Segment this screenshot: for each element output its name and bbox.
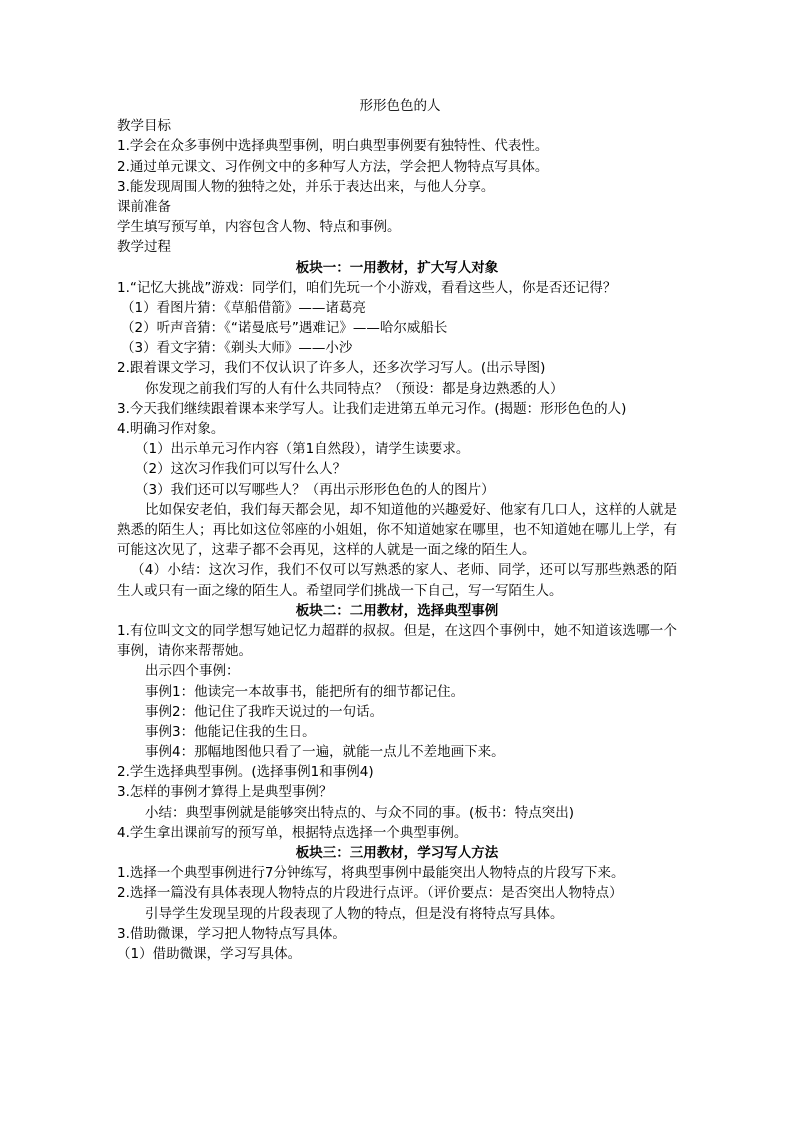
block1-item: （1）看图片猜：《草船借箭》——诸葛亮 — [121, 299, 366, 316]
heading-goals: 教学目标 — [117, 118, 171, 135]
block3-heading: 板块三：三用教材，学习写人方法 — [295, 845, 499, 861]
goal-3: 3.能发现周围人物的独特之处，并乐于表达出来，与他人分享。 — [117, 178, 495, 195]
block1-item: （3）看文字猜：《剃头大师》——小沙 — [121, 340, 353, 357]
preparation-text: 学生填写预写单，内容包含人物、特点和事例。 — [117, 219, 401, 236]
block2-item: 4.学生拿出课前写的预写单，根据特点选择一个典型事例。 — [117, 824, 468, 841]
block3-item: 2.选择一篇没有具体表现人物特点的片段进行点评。（评价要点：是否突出人物特点） — [117, 885, 623, 902]
block3-item: 引导学生发现呈现的片段表现了人物的特点，但是没有将特点写具体。 — [145, 905, 564, 922]
block1-item: 4.明确习作对象。 — [117, 421, 225, 437]
block2-example: 事例4：那幅地图他只看了一遍，就能一点儿不差地画下来。 — [145, 744, 505, 761]
document-body — [117, 96, 677, 964]
block2-item: 2.学生选择典型事例。(选择事例1和事例4) — [117, 764, 374, 781]
block2-item: 出示四个事例： — [145, 663, 240, 680]
block1-item: 1.“记忆大挑战”游戏：同学们，咱们先玩一个小游戏，看看这些人，你是否还记得？ — [117, 279, 617, 296]
block2-example: 事例3：他能记住我的生日。 — [145, 723, 316, 740]
block2-example: 事例1：他读完一本故事书，能把所有的细节都记住。 — [145, 683, 465, 700]
heading-process: 教学过程 — [117, 239, 171, 256]
block3-item: 1.选择一个典型事例进行7分钟练写，将典型事例中最能突出人物特点的片段写下来。 — [117, 865, 625, 882]
block1-item: （1）出示单元习作内容（第1自然段），请学生读要求。 — [135, 441, 470, 458]
block1-paragraph: 比如保安老伯，我们每天都会见，却不知道他的兴趣爱好、他家有几口人，这样的人就是熟悉的陌生人；再比如这位邻座的小姐姐，你不知道她家在哪里，也不知道她在哪儿上学，有可能这次见了，这辈子都不会再见，这样的人就是一面之缘的陌生人。 — [117, 501, 677, 559]
block3-item: 3.借助微课，学习把人物特点写具体。 — [117, 925, 346, 942]
block1-summary: （4）小结：这次习作，我们不仅可以写熟悉的家人、老师、同学，还可以写那些熟悉的陌生人或只有一面之缘的陌生人。希望同学们挑战一下自己，写一写陌生人。 — [117, 562, 677, 599]
block1-item: （2）这次习作我们可以写什么人？ — [135, 461, 347, 478]
document-title: 形形色色的人 — [359, 98, 441, 114]
heading-preparation: 课前准备 — [117, 198, 171, 215]
block2-item: 3.怎样的事例才算得上是典型事例？ — [117, 784, 333, 801]
goal-1: 1.学会在众多事例中选择典型事例，明白典型事例要有独特性、代表性。 — [117, 138, 549, 155]
block1-item: （2）听声音猜：《“诺曼底号”遇难记》——哈尔威船长 — [121, 320, 448, 337]
block2-item: 小结：典型事例就是能够突出特点的、与众不同的事。(板书：特点突出) — [145, 804, 575, 821]
block1-item: 2.跟着课文学习，我们不仅认识了许多人，还多次学习写人。(出示导图) — [117, 360, 546, 377]
block1-item: 3.今天我们继续跟着课本来学写人。让我们走进第五单元习作。(揭题：形形色色的人) — [117, 400, 627, 417]
block3-item: （1）借助微课，学习写具体。 — [117, 945, 302, 962]
block2-example: 事例2：他记住了我昨天说过的一句话。 — [145, 703, 384, 720]
block1-item: （3）我们还可以写哪些人？（再出示形形色色的人的图片） — [135, 481, 495, 498]
block2-heading: 板块二：二用教材，选择典型事例 — [295, 602, 499, 619]
block2-item: 1.有位叫文文的同学想写她记忆力超群的叔叔。但是，在这四个事例中，她不知道该选哪一个事例，请你来帮帮她。 — [117, 622, 677, 660]
block1-item: 你发现之前我们写的人有什么共同特点？（预设：都是身边熟悉的人） — [145, 380, 564, 397]
block1-heading: 板块一：一用教材，扩大写人对象 — [295, 259, 499, 276]
goal-2: 2.通过单元课文、习作例文中的多种写人方法，学会把人物特点写具体。 — [117, 158, 549, 175]
